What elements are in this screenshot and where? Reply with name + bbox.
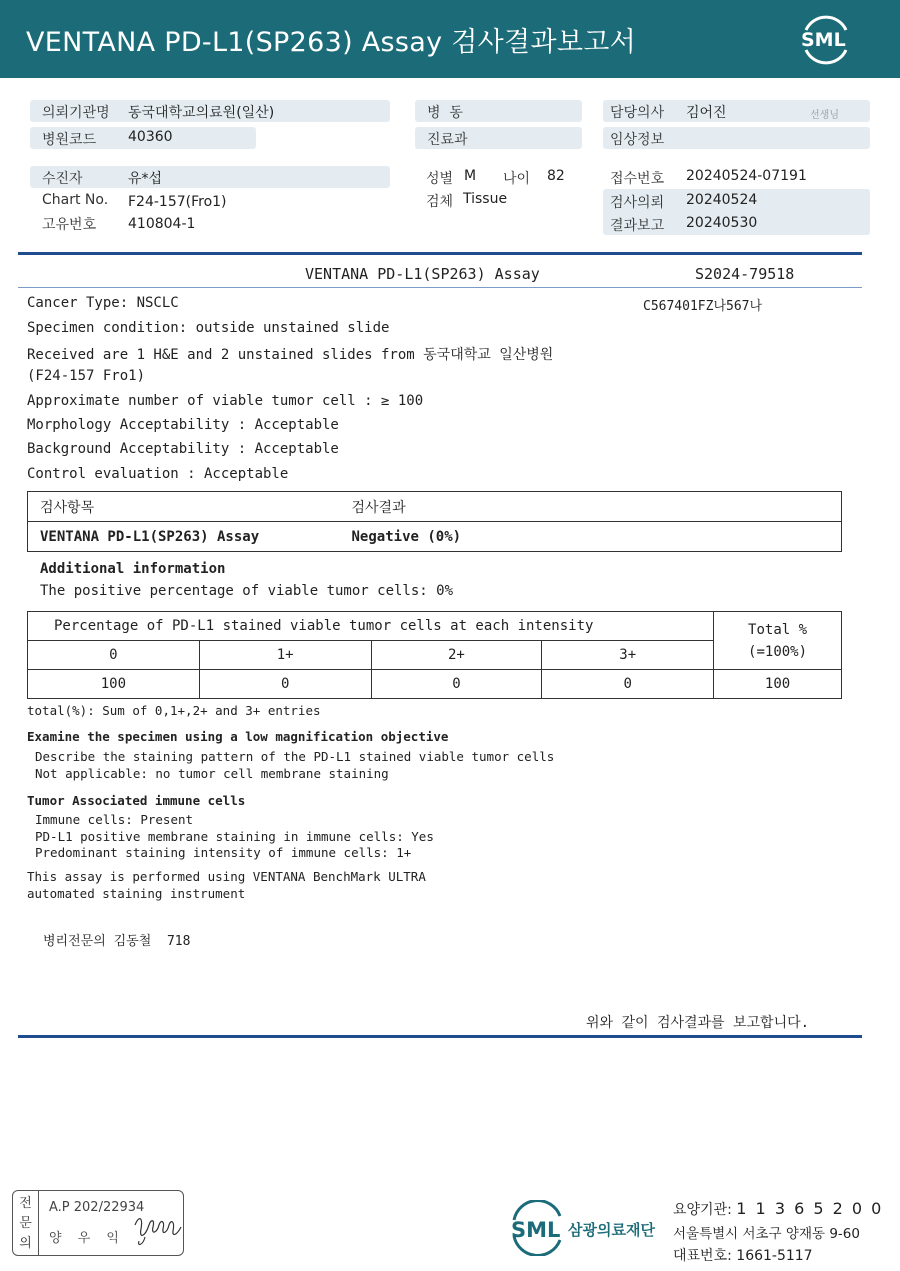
sml-logo-text: SML xyxy=(801,29,846,51)
pathologist: 병리전문의 김동철 718 xyxy=(43,934,191,949)
assay-title: VENTANA PD-L1(SP263) Assay xyxy=(305,265,540,283)
immune-title: Tumor Associated immune cells xyxy=(27,793,246,808)
request-value: 20240524 xyxy=(686,192,758,208)
result-value: Negative (0%) xyxy=(340,522,842,552)
receipt-value: 20240524-07191 xyxy=(686,168,807,184)
request-label: 검사의뢰 xyxy=(610,195,665,211)
specimen-label: 검체 xyxy=(426,194,454,210)
patient-value: 유*섭 xyxy=(128,171,163,187)
sex-label: 성별 xyxy=(426,171,454,187)
immune-line: Predominant staining intensity of immune cells: 1+ xyxy=(35,845,412,860)
phone xyxy=(673,1245,813,1265)
closing-text: 위와 같이 검사결과를 보고합니다. xyxy=(586,1015,810,1031)
unique-value: 410804-1 xyxy=(128,216,196,232)
total-header-label: Total % xyxy=(748,621,808,638)
thin-rule xyxy=(18,287,862,288)
address: 서울특별시 서초구 양재동 9-60 xyxy=(673,1226,860,1242)
stamp-name: 양 우 익 xyxy=(49,1231,125,1246)
intensity-value: 0 xyxy=(371,670,542,699)
instrument-line: automated staining instrument xyxy=(27,886,246,901)
signature-icon xyxy=(131,1207,185,1249)
care-code-value: 1 1 3 6 5 2 0 0 xyxy=(736,1199,884,1218)
intensity-table xyxy=(27,611,842,699)
report-line: (F24-157 Fro1) xyxy=(27,368,146,384)
instrument-line: This assay is performed using VENTANA BenchMark ULTRA xyxy=(27,869,426,884)
org-name: 삼광의료재단 xyxy=(568,1221,655,1239)
intensity-header: 2+ xyxy=(371,641,542,670)
low-mag-line: Describe the staining pattern of the PD-L1 stained viable tumor cells xyxy=(35,749,555,764)
additional-title: Additional information xyxy=(40,561,226,577)
report-title: VENTANA PD-L1(SP263) Assay 검사결과보고서 xyxy=(26,27,636,58)
immune-line: Immune cells: Present xyxy=(35,812,194,827)
specimen-value: Tissue xyxy=(463,191,508,207)
intensity-header: 3+ xyxy=(542,641,714,670)
stamp-id: A.P 202/22934 xyxy=(49,1200,145,1215)
additional-text: The positive percentage of viable tumor cells: 0% xyxy=(40,583,454,599)
stamp-side-char: 의 xyxy=(19,1236,32,1251)
receipt-label: 접수번호 xyxy=(610,171,665,187)
intensity-value: 0 xyxy=(199,670,371,699)
sml-logo xyxy=(798,12,854,66)
low-mag-line: Not applicable: no tumor cell membrane staining xyxy=(35,766,389,781)
intensity-caption: Percentage of PD-L1 stained viable tumor cells at each intensity xyxy=(28,612,714,641)
hospital-code-label: 병원코드 xyxy=(42,132,97,148)
stamp-side-char: 문 xyxy=(19,1216,32,1231)
hospital-code-value: 40360 xyxy=(128,129,173,145)
unique-label: 고유번호 xyxy=(42,217,97,233)
intensity-value: 100 xyxy=(28,670,200,699)
report-line: Morphology Acceptability : Acceptable xyxy=(27,417,339,433)
report-value: 20240530 xyxy=(686,215,758,231)
top-rule xyxy=(18,252,862,255)
doctor-label: 담당의사 xyxy=(610,105,665,121)
phone-value: 1661-5117 xyxy=(736,1248,813,1264)
result-table xyxy=(27,491,842,552)
dept-label: 진료과 xyxy=(427,132,468,148)
total-note: total(%): Sum of 0,1+,2+ and 3+ entries xyxy=(27,703,321,718)
intensity-header: 1+ xyxy=(199,641,371,670)
low-mag-title: Examine the specimen using a low magnification objective xyxy=(27,729,449,744)
report-line: Background Acceptability : Acceptable xyxy=(27,441,339,457)
result-header-item: 검사항목 xyxy=(28,492,340,522)
report-line: Received are 1 H&E and 2 unstained slides from 동국대학교 일산병원 xyxy=(27,347,554,363)
stamp-side-char: 전 xyxy=(19,1196,32,1211)
report-line: Approximate number of viable tumor cell : ≥ 100 xyxy=(27,393,424,409)
total-header xyxy=(714,612,842,670)
care-code-label: 요양기관: xyxy=(673,1202,732,1218)
intensity-value: 0 xyxy=(542,670,714,699)
report-line: Specimen condition: outside unstained slide xyxy=(27,320,390,336)
patient-bar xyxy=(30,166,390,188)
patient-label: 수진자 xyxy=(42,171,83,187)
bottom-rule xyxy=(18,1035,862,1038)
sub-code: C567401FZ나567나 xyxy=(643,299,763,314)
report-line: Cancer Type: NSCLC xyxy=(27,295,179,311)
age-value: 82 xyxy=(547,168,565,184)
org-logo-text: SML xyxy=(511,1218,561,1242)
chart-label: Chart No. xyxy=(42,192,109,208)
doctor-value: 김어진 xyxy=(686,105,727,121)
chart-value: F24-157(Fro1) xyxy=(128,194,227,210)
clinical-label: 임상정보 xyxy=(610,132,665,148)
stamp-side xyxy=(13,1191,39,1255)
report-label: 결과보고 xyxy=(610,218,665,234)
total-header-sub: (=100%) xyxy=(748,643,808,660)
org-logo xyxy=(508,1200,666,1256)
institution-value: 동국대학교의료원(일산) xyxy=(128,105,275,121)
intensity-total: 100 xyxy=(714,670,842,699)
care-code xyxy=(673,1199,883,1219)
result-header-result: 검사결과 xyxy=(340,492,842,522)
institution-label: 의뢰기관명 xyxy=(42,105,110,121)
phone-label: 대표번호: xyxy=(673,1248,732,1264)
report-line: Control evaluation : Acceptable xyxy=(27,466,289,482)
result-item: VENTANA PD-L1(SP263) Assay xyxy=(28,522,340,552)
age-label: 나이 xyxy=(503,171,531,187)
report-header xyxy=(0,0,900,78)
sex-value: M xyxy=(464,168,477,184)
doctor-suffix: 선생님 xyxy=(810,110,839,121)
report-code: S2024-79518 xyxy=(695,265,795,283)
intensity-header: 0 xyxy=(28,641,200,670)
ward-label: 병 동 xyxy=(427,105,463,121)
specialist-stamp xyxy=(12,1190,184,1256)
immune-line: PD-L1 positive membrane staining in immune cells: Yes xyxy=(35,829,434,844)
